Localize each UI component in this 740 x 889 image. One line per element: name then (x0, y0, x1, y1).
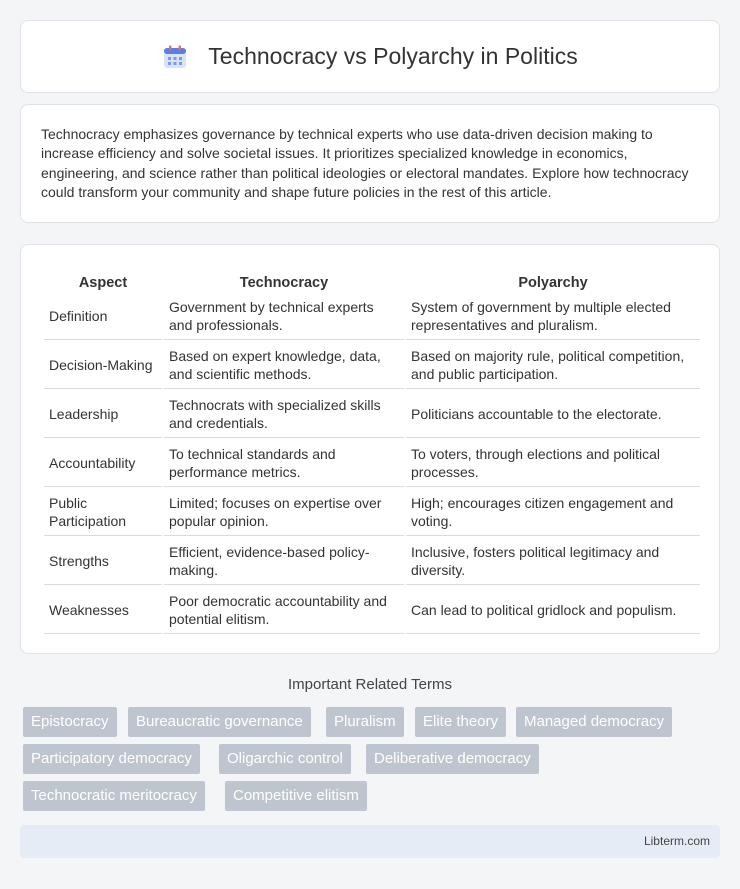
header-polyarchy: Polyarchy (518, 275, 588, 291)
term-tag[interactable]: Elite theory (415, 707, 506, 737)
table-row (44, 538, 700, 585)
intro-card (20, 104, 720, 223)
term-tag[interactable]: Deliberative democracy (366, 744, 539, 774)
polyarchy-cell: System of government by multiple elected representatives and pluralism. (406, 293, 700, 340)
technocracy-cell: To technical standards and performance metrics. (164, 440, 404, 487)
comparison-table (42, 265, 702, 636)
aspect-cell: Definition (44, 293, 162, 340)
term-tag[interactable]: Competitive elitism (225, 781, 367, 811)
aspect-cell: Accountability (44, 440, 162, 487)
aspect-cell: Strengths (44, 538, 162, 585)
footer-site-link[interactable]: Libterm.com (643, 834, 710, 848)
intro-paragraph: Technocracy emphasizes governance by technical experts who use data-driven decision making to increase efficiency and solve societal issues. It prioritizes specialized knowledge in economics, engineering, and science rather than political ideologies or electoral mandates. Explore how technocracy could transform your community and shape future policies in the rest of this article. (41, 126, 689, 200)
calendar-grid-icon (162, 44, 188, 70)
header-aspect: Aspect (78, 275, 128, 291)
table-row (44, 489, 700, 536)
technocracy-cell: Government by technical experts and professionals. (164, 293, 404, 340)
technocracy-cell: Limited; focuses on expertise over popular opinion. (164, 489, 404, 536)
polyarchy-cell: Can lead to political gridlock and populism. (406, 587, 700, 634)
term-tag[interactable]: Participatory democracy (23, 744, 200, 774)
polyarchy-cell: Inclusive, fosters political legitimacy and diversity. (406, 538, 700, 585)
polyarchy-cell: To voters, through elections and political processes. (406, 440, 700, 487)
table-row (44, 293, 700, 340)
aspect-cell: Public Participation (44, 489, 162, 536)
polyarchy-cell: High; encourages citizen engagement and voting. (406, 489, 700, 536)
polyarchy-cell: Politicians accountable to the electorate. (406, 391, 700, 438)
term-tag[interactable]: Technocratic meritocracy (23, 781, 205, 811)
page-title: Technocracy vs Polyarchy in Politics (208, 43, 578, 69)
related-terms-title: Important Related Terms (288, 676, 452, 693)
title-card (20, 20, 720, 93)
header-technocracy: Technocracy (239, 275, 329, 291)
footer (20, 825, 720, 858)
aspect-cell: Weaknesses (44, 587, 162, 634)
table-row (44, 587, 700, 634)
technocracy-cell: Poor democratic accountability and potential elitism. (164, 587, 404, 634)
term-tag[interactable]: Oligarchic control (219, 744, 351, 774)
polyarchy-cell: Based on majority rule, political competition, and public participation. (406, 342, 700, 389)
aspect-cell: Decision-Making (44, 342, 162, 389)
term-tag[interactable]: Epistocracy (23, 707, 117, 737)
table-row (44, 342, 700, 389)
technocracy-cell: Efficient, evidence-based policy-making. (164, 538, 404, 585)
term-tag[interactable]: Pluralism (326, 707, 404, 737)
table-header-row (44, 267, 700, 291)
table-row (44, 440, 700, 487)
technocracy-cell: Technocrats with specialized skills and credentials. (164, 391, 404, 438)
technocracy-cell: Based on expert knowledge, data, and scientific methods. (164, 342, 404, 389)
table-row (44, 391, 700, 438)
term-tag[interactable]: Bureaucratic governance (128, 707, 311, 737)
aspect-cell: Leadership (44, 391, 162, 438)
term-tag[interactable]: Managed democracy (516, 707, 672, 737)
comparison-card (20, 244, 720, 654)
